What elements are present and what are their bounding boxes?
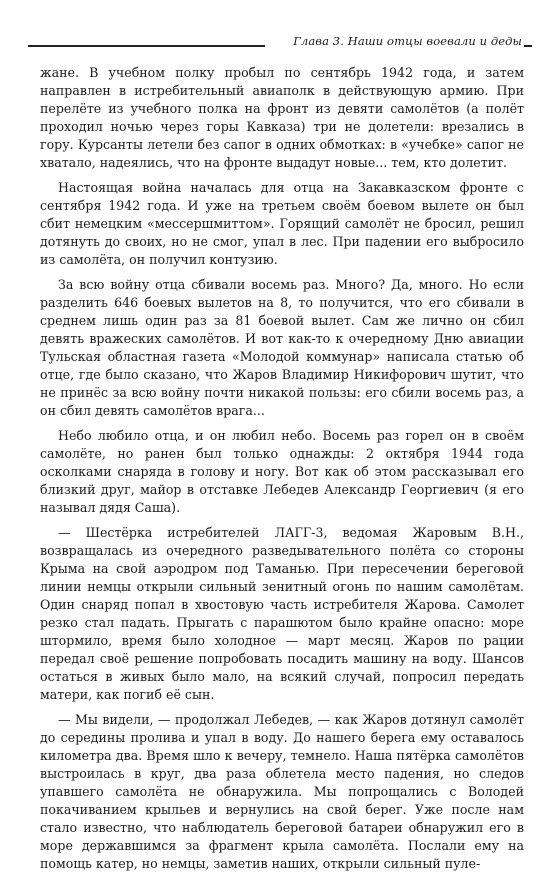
header-rule-right: [524, 45, 532, 47]
paragraph: — Мы видели, — продолжал Лебедев, — как Жаров дотянул самолёт до середины пролива и упал в воду. До нашего берега ему оставалось километра два. Время шло к вечеру, темнело. Наша пятёрка самолётов выстроилась в круг, два раза облетела место падения, но следов упавшего самолёта не обнаружила. Мы попрощались с Володей покачиванием крыльев и вернулись на свой берег. Уже после нам стало известно, что наблюдатель береговой батареи обнаружил его в море державшимся за фрагмент крыла самолёта. Послали ему на помощь катер, но немцы, заметив наших, открыли сильный пуле-: [40, 712, 524, 871]
paragraph: жане. В учебном полку пробыл по сентябрь 1942 года, и затем направлен в истребительный авиаполк в действующую армию. При перелёте из учебного полка на фронт из девяти самолётов (а полёт проходил ночью через горы Кавказа) три не долетели: врезались в гору. Курсанты летели без сапог в одних обмотках: в «учебке» сапог не хватало, надеялись, что на фронте выдадут новые... тем, кто долетит.: [40, 65, 524, 170]
paragraph: Настоящая война началась для отца на Закавказском фронте с сентября 1942 года. И уже на третьем своём боевом вылете он был сбит немецким «мессершмиттом». Горящий самолёт не бросил, решил дотянуть до своих, но не смог, упал в лес. При падении его выбросило из самолёта, он получил контузию.: [40, 180, 524, 267]
chapter-title: Глава 3. Наши отцы воевали и деды: [293, 34, 522, 48]
header-rule-left: [28, 45, 265, 47]
paragraph: За всю войну отца сбивали восемь раз. Много? Да, много. Но если разделить 646 боевых вылетов на 8, то получится, что его сбивали в среднем лишь один раз за 81 боевой вылет. Сам же лично он сбил девять вражеских самолётов. И вот как-то к очередному Дню авиации Тульская областная газета «Молодой коммунар» написала статью об отце, где было сказано, что Жаров Владимир Никифорович шутит, что не принёс за всю войну почти никакой пользы: его сбили восемь раз, а он сбил девять самолётов врага...: [40, 277, 524, 418]
running-header: [28, 33, 532, 53]
paragraph: Небо любило отца, и он любил небо. Восемь раз горел он в своём самолёте, но ранен был только однажды: 2 октября 1944 года осколками снаряда в голову и ногу. Вот как об этом рассказывал его близкий друг, майор в отставке Лебедев Александр Георгиевич (я его называл дядя Саша).: [40, 428, 524, 515]
page-body: [40, 64, 524, 880]
paragraph: — Шестёрка истребителей ЛАГГ-3, ведомая Жаровым В.Н., возвращалась из очередного разведывательного полёта со стороны Крыма на свой аэродром под Таманью. При пересечении береговой линии немцы открыли сильный зенитный огонь по нашим самолётам. Один снаряд попал в хвостовую часть истребителя Жарова. Самолет резко стал падать. Прыгать с парашютом было крайне опасно: море штормило, время было холодное — март месяц. Жаров по рации передал своё решение попробовать посадить машину на воду. Шансов остаться в живых было мало, на всякий случай, попросил передать матери, как погиб её сын.: [40, 525, 524, 702]
